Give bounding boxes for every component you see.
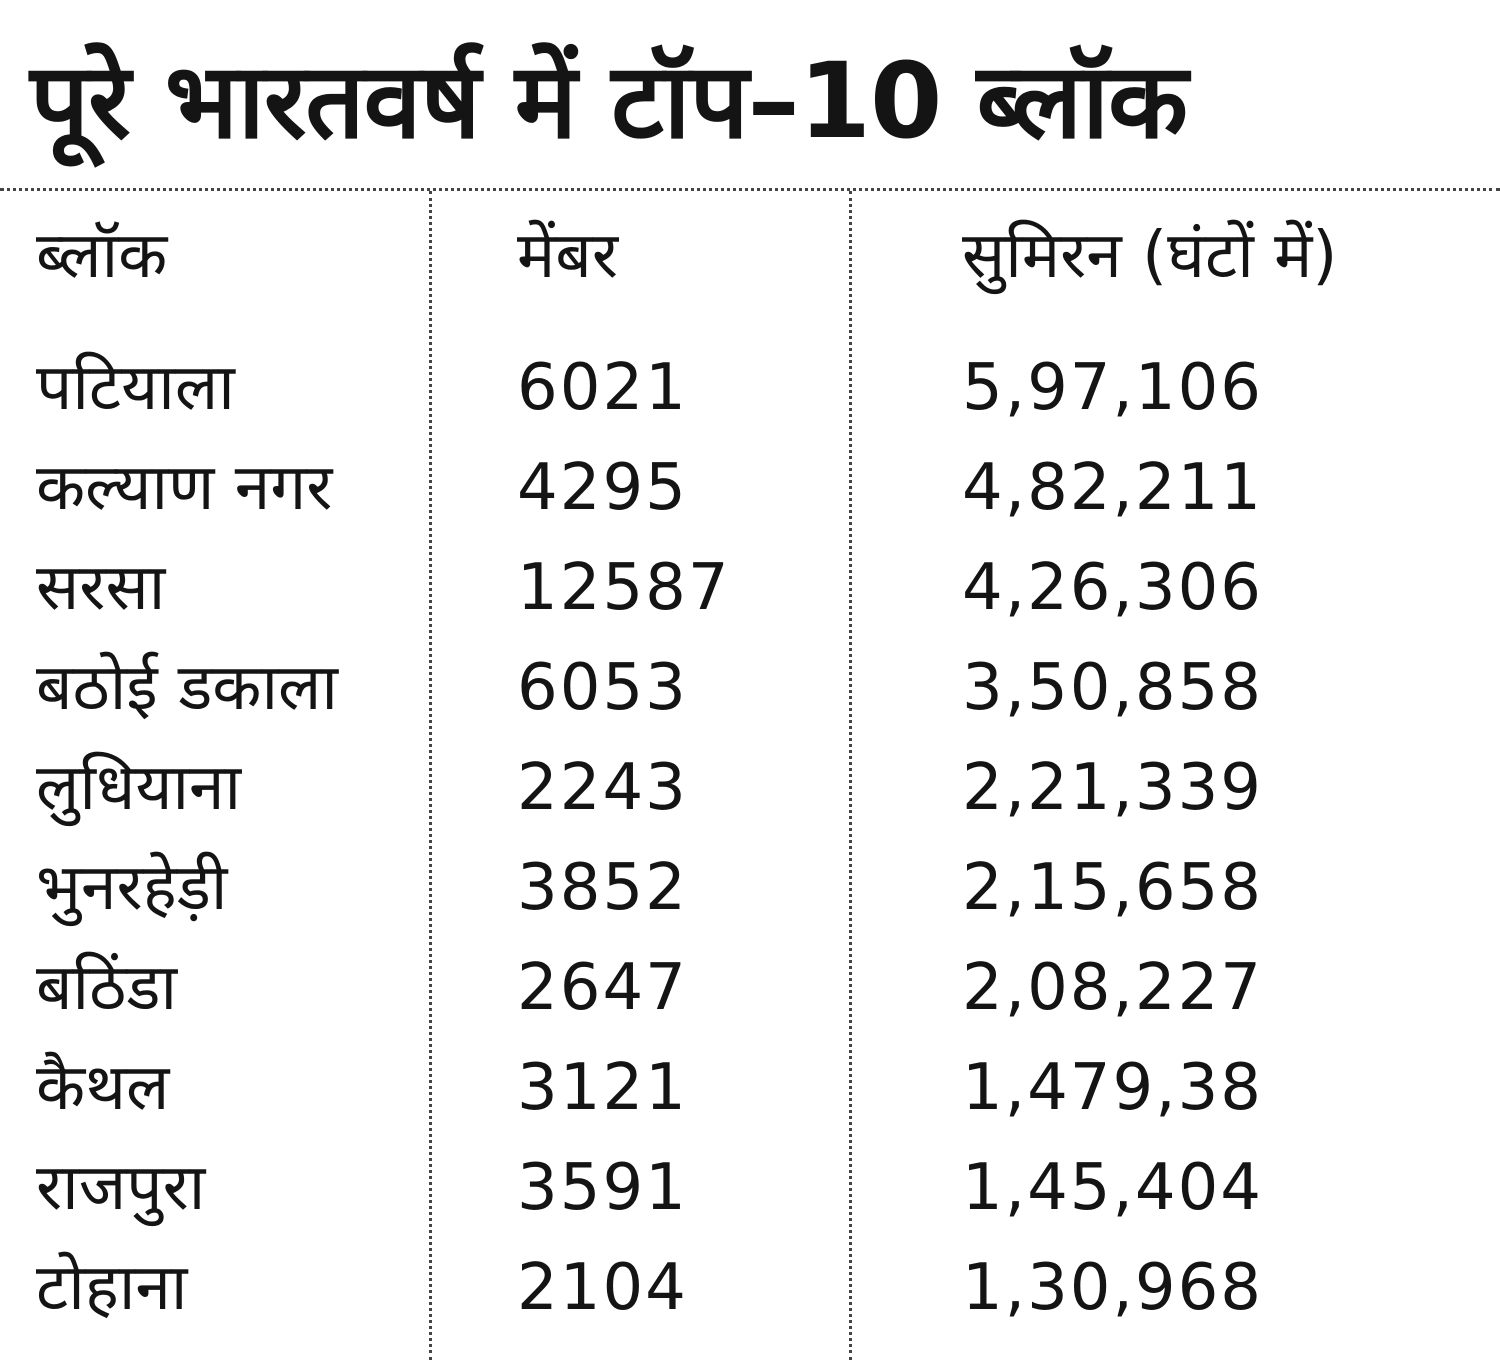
simran-hours: 4,26,306 <box>962 551 1263 625</box>
column-divider-1 <box>429 191 432 1360</box>
member-count: 2243 <box>517 751 688 825</box>
block-name: टोहाना <box>36 1251 188 1325</box>
member-count: 6053 <box>517 651 688 725</box>
column-header-simran: सुमिरन (घंटों में) <box>962 219 1338 293</box>
simran-hours: 4,82,211 <box>962 451 1263 525</box>
page-title: पूरे भारतवर्ष में टॉप–10 ब्लॉक <box>30 40 1187 162</box>
block-name: राजपुरा <box>36 1151 206 1225</box>
simran-hours: 5,97,106 <box>962 351 1263 425</box>
column-header-members: मेंबर <box>517 219 618 293</box>
member-count: 2104 <box>517 1251 688 1325</box>
block-name: लुधियाना <box>36 751 242 825</box>
block-name: कल्याण नगर <box>36 451 333 525</box>
member-count: 3121 <box>517 1051 688 1125</box>
block-name: भुनरहेड़ी <box>36 851 228 925</box>
member-count: 2647 <box>517 951 688 1025</box>
block-name: बठोई डकाला <box>36 651 339 725</box>
simran-hours: 1,45,404 <box>962 1151 1263 1225</box>
block-name: बठिंडा <box>36 951 178 1025</box>
simran-hours: 2,08,227 <box>962 951 1263 1025</box>
block-name: सरसा <box>36 551 166 625</box>
member-count: 4295 <box>517 451 688 525</box>
member-count: 6021 <box>517 351 688 425</box>
header-divider <box>0 188 1500 191</box>
simran-hours: 3,50,858 <box>962 651 1263 725</box>
simran-hours: 2,21,339 <box>962 751 1263 825</box>
simran-hours: 2,15,658 <box>962 851 1263 925</box>
column-divider-2 <box>849 191 852 1360</box>
member-count: 3591 <box>517 1151 688 1225</box>
block-name: पटियाला <box>36 351 235 425</box>
simran-hours: 1,479,38 <box>962 1051 1263 1125</box>
block-name: कैथल <box>36 1051 170 1125</box>
simran-hours: 1,30,968 <box>962 1251 1263 1325</box>
member-count: 3852 <box>517 851 688 925</box>
member-count: 12587 <box>517 551 731 625</box>
column-header-block: ब्लॉक <box>36 219 168 293</box>
